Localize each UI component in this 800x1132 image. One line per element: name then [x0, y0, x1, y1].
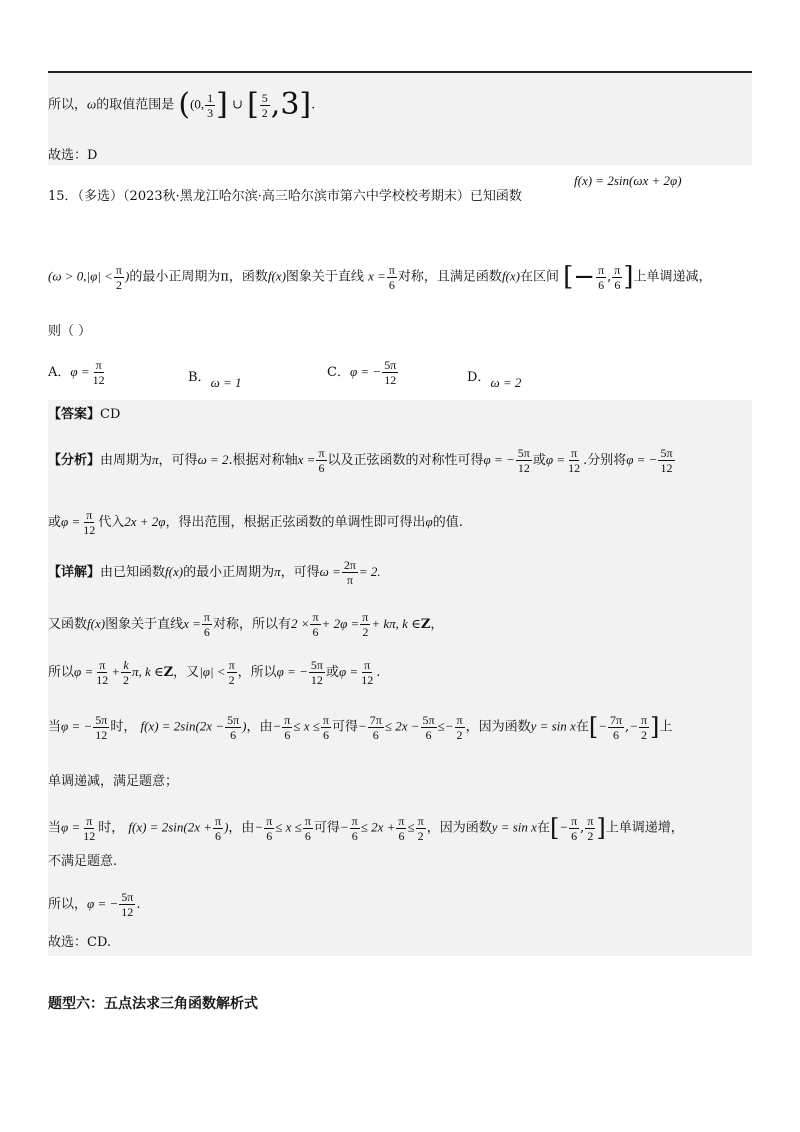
detail-line8: 所以，φ = − $\frac{5\pi}{12}$ .: [48, 890, 141, 919]
detail-line4: 当φ = − $\frac{5\pi}{12}$ 时， f(x) = 2sin(2x − $\frac{5\pi}{6}$ )，由− $\frac{\pi}{6}$ ≤ x ≤ $\frac{\pi}{6}$ 可得− $\frac{7\pi}{6}$ ≤ 2x − $\frac{5\pi}{6}$ ≤− $\frac{\pi}{2}$ ，因为函数y = sin x在[− $\frac{7\pi}{6}$ ,− $\frac{\pi}{2}$ ]上: [48, 712, 673, 742]
option-a[interactable]: A．φ = $\frac{\pi}{12}$: [48, 358, 105, 387]
analysis-line2: 或φ = $\frac{\pi}{12}$ 代入2x + 2φ，得出范围，根据正弦函数的单调性即可得出φ的值.: [48, 508, 463, 537]
q15-stem-line2: (ω > 0,|φ| < $\frac{\pi}{2}$ )的最小正周期为π，函数f(x)图象关于直线 x = $\frac{\pi}{6}$ 对称，且满足函数f(x)在区间 [− $\frac{\pi}{6}$ , $\frac{\pi}{6}$ ]上单调递减，: [48, 262, 712, 292]
q15-stem-line1: 15．（多选）（2023秋·黑龙江哈尔滨·高三哈尔滨市第六中学校校考期末）已知函数: [48, 189, 522, 204]
q14-range-line: 所以，ω的取值范围是 ((0, $\frac{1}{3}$ ] ∪ [ $\frac{5}{2}$ ,3].: [48, 87, 316, 122]
detail-line3: 所以φ = $\frac{\pi}{12}$ + $\frac{k}{2}$ π, k ∈Z，又|φ| < $\frac{\pi}{2}$ ，所以φ = − $\frac{5\pi}{12}$ 或φ = $\frac{\pi}{12}$ .: [48, 658, 381, 687]
final-answer: 故选：CD.: [48, 935, 112, 950]
q15-function: f(x) = 2sin(ωx + 2φ): [574, 173, 682, 188]
detail-line2: 又函数f(x)图象关于直线x = $\frac{\pi}{6}$ 对称，所以有2 × $\frac{\pi}{6}$ + 2φ = $\frac{\pi}{2}$ + kπ, k ∈Z，: [48, 610, 444, 639]
answer-line: 【答案】CD: [48, 407, 121, 422]
detail-line6: 当φ = $\frac{\pi}{12}$ 时， f(x) = 2sin(2x + $\frac{\pi}{6}$ )，由− $\frac{\pi}{6}$ ≤ x ≤ $\frac{\pi}{6}$ 可得− $\frac{\pi}{6}$ ≤ 2x + $\frac{\pi}{6}$ ≤ $\frac{\pi}{2}$ ，因为函数y = sin x在[− $\frac{\pi}{6}$ , $\frac{\pi}{2}$ ]上单调递增，: [48, 813, 684, 843]
option-c[interactable]: C．φ = − $\frac{5\pi}{12}$: [327, 358, 397, 387]
option-b[interactable]: B．ω = 1: [188, 370, 242, 390]
analysis-line1: 【分析】由周期为π，可得ω = 2.根据对称轴x = $\frac{\pi}{6}$ 以及正弦函数的对称性可得φ = − $\frac{5\pi}{12}$ 或φ = $\frac{\pi}{12}$ .分别将φ = − $\frac{5\pi}{12}$: [48, 446, 673, 475]
section-heading: 题型六：五点法求三角函数解析式: [48, 996, 258, 1012]
detail-line1: 【详解】由已知函数f(x)的最小正周期为π，可得ω = $\frac{2\pi}{\pi}$ = 2.: [48, 558, 381, 587]
detail-line5: 单调递减，满足题意；: [48, 774, 179, 789]
option-d[interactable]: D．ω = 2: [467, 370, 522, 390]
q14-answer: 故选：D: [48, 148, 98, 163]
detail-line7: 不满足题意.: [48, 854, 118, 869]
q15-stem-line3: 则（ ）: [48, 324, 92, 339]
